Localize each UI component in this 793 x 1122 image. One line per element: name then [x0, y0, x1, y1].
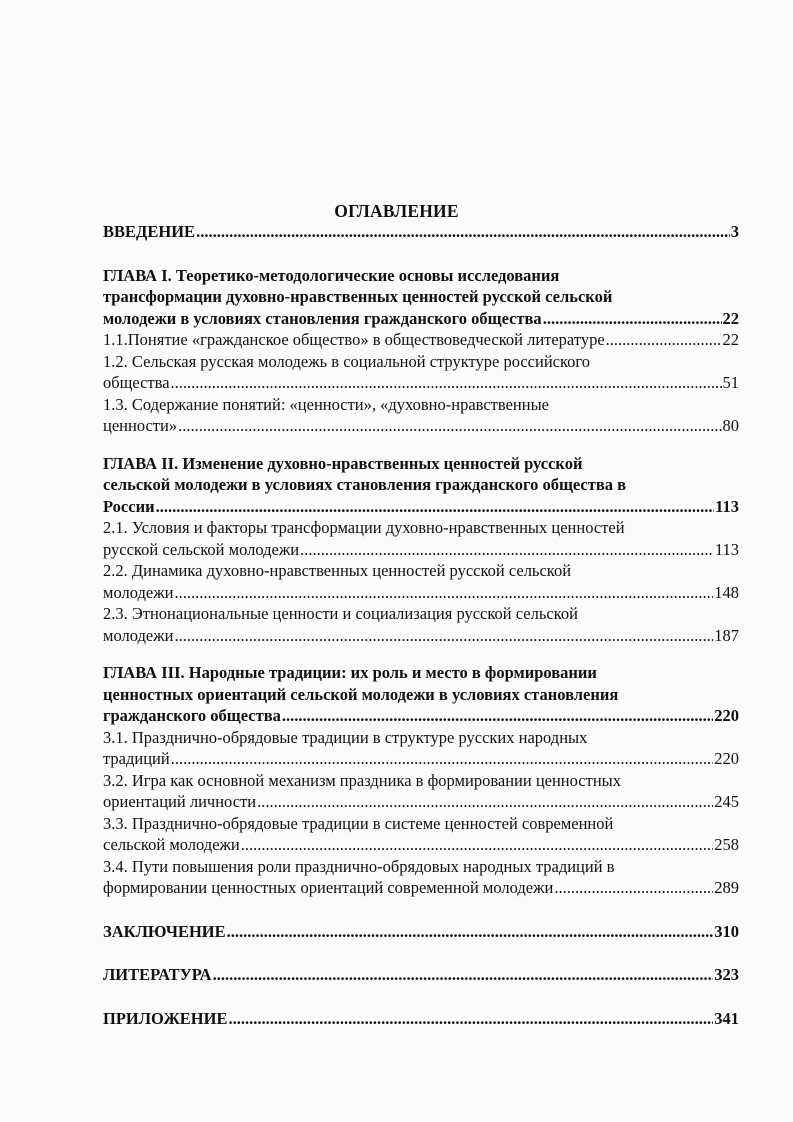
section-title-line: 3.3. Празднично-обрядовые традиции в системе ценностей современной — [103, 813, 614, 833]
toc-entry-conclusion[interactable] — [103, 921, 739, 943]
leader-dots — [241, 834, 714, 856]
leader-dots — [606, 329, 722, 351]
chapter-title-line: гражданского общества — [103, 706, 281, 725]
toc-entry-page: 51 — [722, 373, 739, 392]
toc-entry-page: 3 — [730, 222, 739, 241]
toc-section-3-2[interactable] — [103, 770, 739, 813]
toc-section-2-1[interactable] — [103, 517, 739, 560]
toc-entry-page: 148 — [714, 582, 739, 602]
section-title-line: сельской молодежи — [103, 835, 240, 854]
toc-entry-page: 187 — [714, 625, 739, 645]
toc-entry-page: 220 — [714, 749, 739, 768]
leader-dots — [171, 372, 722, 394]
toc-entry-page: 220 — [714, 706, 739, 725]
table-of-contents — [103, 221, 739, 1029]
toc-entry-label: ВВЕДЕНИЕ — [103, 222, 196, 241]
section-title-line: 1.1.Понятие «гражданское общество» в обществоведческой литературе — [103, 330, 605, 349]
section-title-line: 3.4. Пути повышения роли празднично-обрядовых народных традиций в — [103, 856, 615, 876]
section-title-line: 3.1. Празднично-обрядовые традиции в структуре русских народных — [103, 727, 588, 747]
toc-section-2-3[interactable] — [103, 603, 739, 646]
toc-entry-page: 113 — [714, 539, 739, 559]
toc-entry-page: 310 — [714, 921, 739, 941]
toc-section-3-1[interactable] — [103, 727, 739, 770]
chapter-title-line: России — [103, 496, 155, 516]
leader-dots — [174, 625, 713, 647]
section-title-line: ориентаций личности — [103, 792, 257, 811]
leader-dots — [178, 415, 721, 437]
leader-dots — [174, 582, 713, 604]
section-title-line: традиций — [103, 749, 170, 768]
toc-entry-label: ЛИТЕРАТУРА — [103, 965, 212, 984]
section-title-line: молодежи — [103, 582, 174, 602]
leader-dots — [300, 539, 714, 561]
toc-section-1-1[interactable] — [103, 329, 739, 351]
section-title-line: 1.2. Сельская русская молодежь в социальной структуре российского — [103, 351, 591, 371]
section-title-line: общества — [103, 373, 170, 392]
toc-entry-page: 258 — [714, 835, 739, 854]
toc-entry-literature[interactable] — [103, 964, 739, 986]
section-title-line: формировании ценностных ориентаций современной молодежи — [103, 878, 554, 897]
leader-dots — [213, 964, 714, 986]
toc-chapter-3[interactable] — [103, 662, 739, 727]
leader-dots — [257, 791, 713, 813]
toc-section-3-3[interactable] — [103, 813, 739, 856]
leader-dots — [228, 1008, 713, 1030]
chapter-title-line: трансформации духовно-нравственных ценностей русской сельской — [103, 287, 613, 306]
toc-entry-page: 323 — [714, 965, 739, 984]
section-title-line: 2.3. Этнонациональные ценности и социализация русской сельской — [103, 604, 578, 623]
chapter-title-line: ГЛАВА III. Народные традиции: их роль и место в формировании — [103, 663, 597, 682]
toc-section-1-3[interactable] — [103, 394, 739, 437]
section-title-line: 1.3. Содержание понятий: «ценности», «духовно-нравственные — [103, 394, 549, 414]
section-title-line: ценности» — [103, 416, 178, 435]
toc-entry-intro[interactable] — [103, 221, 739, 243]
toc-entry-page: 289 — [714, 878, 739, 897]
toc-section-2-2[interactable] — [103, 560, 739, 603]
toc-entry-page: 341 — [714, 1008, 739, 1028]
toc-entry-page: 245 — [714, 792, 739, 811]
chapter-title-line: молодежи в условиях становления гражданского общества — [103, 308, 542, 328]
leader-dots — [543, 308, 722, 330]
leader-dots — [554, 877, 713, 899]
toc-entry-page: 113 — [715, 496, 739, 516]
chapter-title-line: ГЛАВА I. Теоретико-методологические основы исследования — [103, 265, 560, 285]
chapter-title-line: ГЛАВА II. Изменение духовно-нравственных ценностей русской — [103, 453, 583, 473]
section-title-line: русской сельской молодежи — [103, 539, 300, 559]
toc-entry-page: 80 — [722, 416, 739, 435]
toc-entry-page: 22 — [722, 330, 739, 349]
section-title-line: 2.1. Условия и факторы трансформации духовно-нравственных ценностей — [103, 518, 625, 537]
page-title: ОГЛАВЛЕНИЕ — [334, 201, 459, 221]
section-title-line: молодежи — [103, 625, 174, 645]
chapter-title-line: ценностных ориентаций сельской молодежи в условиях становления — [103, 684, 619, 704]
toc-chapter-1[interactable] — [103, 265, 739, 330]
toc-entry-label: ЗАКЛЮЧЕНИЕ — [103, 921, 226, 941]
toc-entry-label: ПРИЛОЖЕНИЕ — [103, 1008, 228, 1028]
toc-section-1-2[interactable] — [103, 351, 739, 394]
leader-dots — [227, 921, 714, 943]
toc-section-3-4[interactable] — [103, 856, 739, 899]
leader-dots — [282, 705, 713, 727]
toc-entry-page: 22 — [722, 308, 739, 328]
toc-chapter-2[interactable] — [103, 453, 739, 518]
chapter-title-line: сельской молодежи в условиях становления гражданского общества в — [103, 475, 627, 494]
toc-entry-appendix[interactable] — [103, 1008, 739, 1030]
leader-dots — [171, 748, 714, 770]
leader-dots — [156, 496, 715, 518]
section-title-line: 2.2. Динамика духовно-нравственных ценностей русской сельской — [103, 561, 572, 580]
section-title-line: 3.2. Игра как основной механизм праздника в формировании ценностных — [103, 770, 622, 790]
leader-dots — [196, 221, 730, 243]
